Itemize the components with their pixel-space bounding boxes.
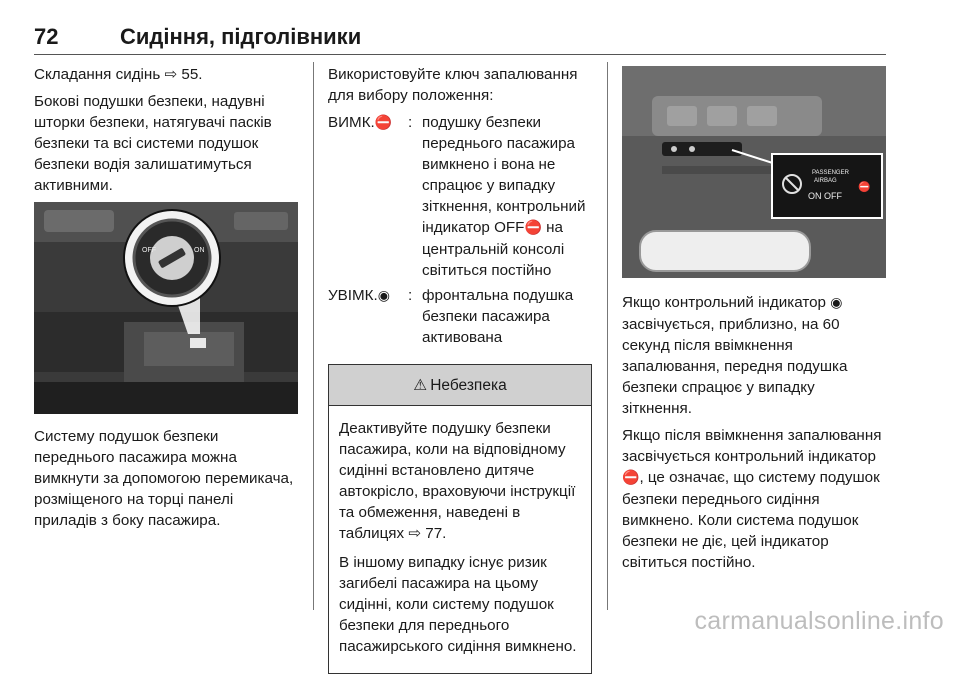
indicator-off-icon: ⛔: [858, 182, 871, 193]
airbag-off-icon: ⛔: [622, 470, 640, 486]
column-1: [34, 64, 298, 537]
column-3: [622, 64, 886, 579]
warning-paragraph-1: Деактивуйте подушку безпеки пасажира, коли на відповідному сидінні встановлено дитяче автокрісло, враховуючи інструкції та обмеження, наведені в таблицях ⇨ 77.: [339, 420, 576, 542]
airbag-switch-illustration: [34, 202, 298, 414]
header-divider: [34, 54, 886, 55]
position-definitions: [328, 112, 592, 348]
switch-label-on: ON: [194, 247, 205, 254]
airbag-off-icon: ⛔: [374, 115, 393, 131]
definition-value-on: фронтальна подушка безпеки пасажира активована: [422, 287, 574, 346]
warning-box: [328, 364, 592, 674]
paragraph-key-intro: Використовуйте ключ запалювання для вибору положення:: [328, 66, 578, 104]
indicator-label-passenger: PASSENGER: [812, 170, 849, 176]
column-2: [328, 64, 592, 674]
airbag-off-icon: ⛔: [524, 220, 542, 236]
airbag-on-icon: ◉: [377, 288, 390, 304]
indicator-label-on-off: ON OFF: [808, 191, 842, 201]
paragraph-indicator-on: [622, 292, 886, 419]
photo-airbag-switch: [34, 202, 298, 414]
indicator-off-text-a: Якщо після ввімкнення запалювання засвічується контрольний індикатор: [622, 427, 882, 465]
switch-label-off: OFF: [142, 247, 156, 254]
photo-console-indicator: [622, 66, 886, 278]
paragraph-side-airbags: Бокові подушки безпеки, надувні шторки безпеки, натягувачі пасків безпеки та всі системи подушок безпеки водія залишатимуться активними.: [34, 93, 272, 194]
console-indicator-illustration: [622, 66, 886, 278]
warning-triangle-icon: ⚠: [413, 376, 428, 394]
definition-row-off: [328, 112, 592, 281]
airbag-on-icon: ◉: [830, 295, 843, 311]
column-divider-1: [313, 62, 314, 610]
warning-body: [329, 406, 591, 673]
definition-separator: :: [408, 287, 413, 304]
indicator-off-text-b: , це означає, що систему подушок безпеки переднього сидіння вимкнено. Коли система подушок безпеки не діє, цей індикатор світиться постійно.: [622, 469, 880, 571]
paragraph-seat-folding: Складання сидінь ⇨ 55.: [34, 66, 203, 83]
definition-separator: :: [408, 114, 413, 131]
paragraph-disable-switch: Систему подушок безпеки переднього пасажира можна вимкнути за допомогою перемикача, розміщеного на торці панелі приладів з боку пасажира.: [34, 428, 294, 529]
indicator-on-text-b: засвічується, приблизно, на 60 секунд після ввімкнення запалювання, передня подушка безпеки спрацює у випадку зіткнення.: [622, 316, 848, 417]
page-number: 72: [34, 24, 59, 49]
column-divider-2: [607, 62, 608, 610]
definition-key-off: ВИМК.: [328, 114, 375, 131]
paragraph-indicator-off: [622, 425, 886, 573]
page-header: [34, 24, 886, 54]
indicator-label-airbag: AIRBAG: [814, 178, 837, 184]
definition-key-on: УВІМК.: [328, 287, 378, 304]
definition-value-off: подушку безпеки переднього пасажира вимкнено і вона не спрацює у випадку зіткнення, контрольний індикатор OFF: [422, 114, 586, 236]
warning-header: [329, 365, 591, 406]
page-title: Сидіння, підголівники: [120, 24, 362, 49]
warning-title: Небезпека: [430, 376, 507, 394]
indicator-on-text-a: Якщо контрольний індикатор: [622, 294, 831, 311]
warning-paragraph-2: В іншому випадку існує ризик загибелі пасажира на цьому сидінні, коли систему подушок безпеки для переднього пасажирського сидіння вимкнено.: [339, 554, 577, 655]
watermark: carmanualsonline.info: [694, 607, 944, 635]
definition-row-on: [328, 285, 592, 348]
definition-value-off-tail: на центральній консолі світиться постійно: [422, 219, 565, 279]
